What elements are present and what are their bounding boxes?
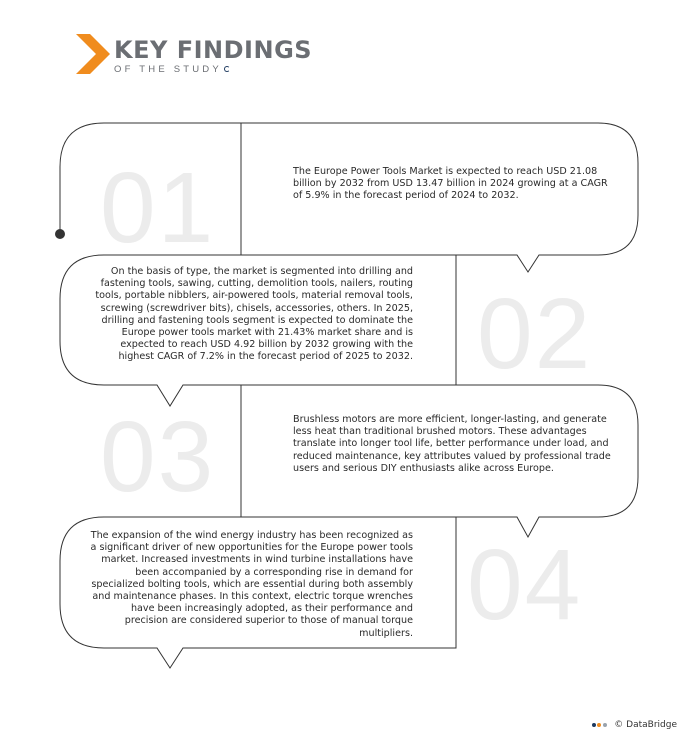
finding-text-01: The Europe Power Tools Market is expected to reach USD 21.08 billion by 2032 from USD 13.47 billion in 2024 growing at a CAGR of 5.9% in the forecast period of 2024 to 2032. [293, 166, 608, 202]
footer-brand-label: © DataBridge [614, 720, 677, 730]
finding-text-02: On the basis of type, the market is segmented into drilling and fastening tools, sawing, cutting, demolition tools, nailers, routing tools, portable nibblers, air-powered tools, material removal tools, screwing (screwdriver bits), chisels, accessories, others. In 2025, drilling and fastening tools segment is expected to dominate the Europe power tools market with 21.43% market share and is expected to reach USD 4.92 billion by 2032 growing with the highest CAGR of 7.2% in the forecast period of 2025 to 2032. [95, 266, 413, 363]
page-title: KEY FINDINGS [114, 36, 313, 64]
finding-number-04: 04 [467, 529, 583, 641]
finding-text-03: Brushless motors are more efficient, longer-lasting, and generate less heat than traditional brushed motors. These advantages translate into longer tool life, better performance under load, and reduced maintenance, key attributes valued by professional trade users and serious DIY enthusiasts alike across Europe. [293, 414, 611, 474]
box-01-left-edge [60, 123, 104, 234]
finding-number-01: 01 [100, 152, 216, 264]
page-subtitle: OF THE STUDY [114, 64, 230, 76]
finding-number-02: 02 [477, 278, 593, 390]
finding-number-03: 03 [100, 401, 216, 513]
footer-brand [592, 720, 677, 730]
start-dot [55, 229, 65, 239]
finding-text-04: The expansion of the wind energy industry has been recognized as a significant driver of new opportunities for the Europe power tools market. Increased investments in wind turbine installations have been accompanied by a corresponding rise in demand for specialized bolting tools, which are essential during both assembly and maintenance phases. In this context, electric torque wrenches have been increasingly adopted, as their performance and precision are considered superior to those of manual torque multipliers. [90, 530, 413, 639]
brand-dots-icon [592, 723, 609, 727]
